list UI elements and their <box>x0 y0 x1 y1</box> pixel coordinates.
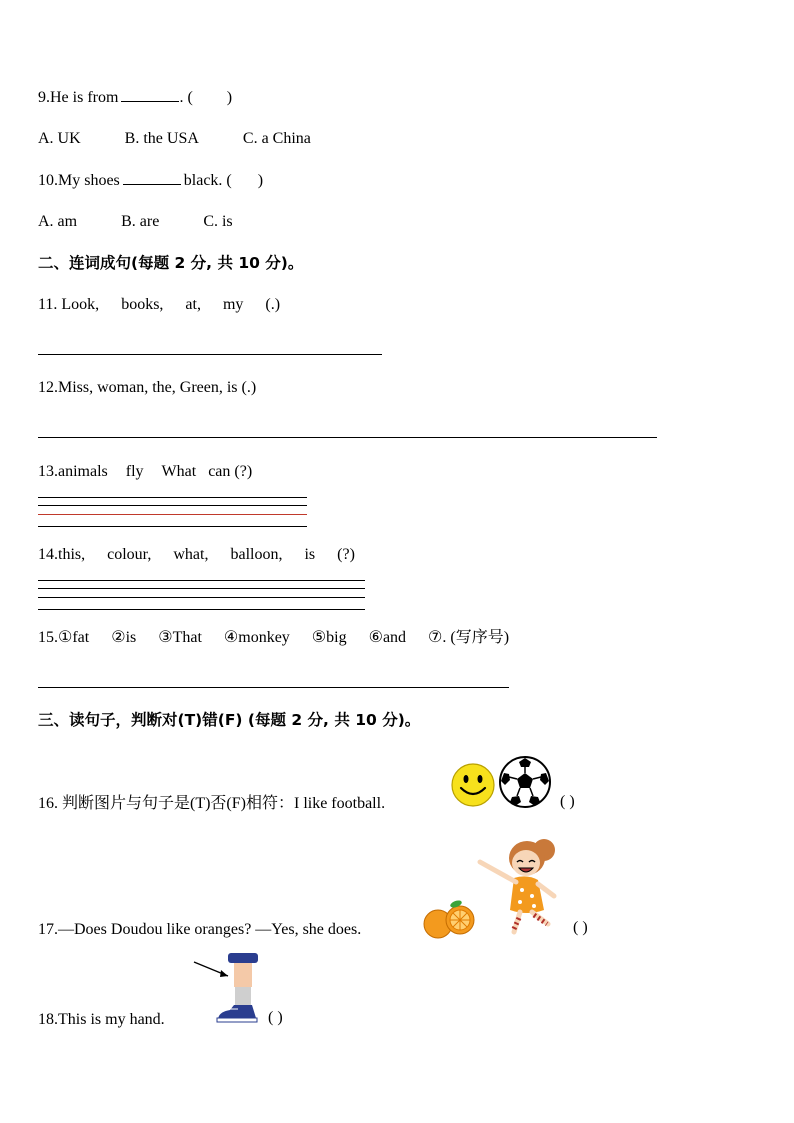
question-15 <box>38 628 509 648</box>
question-10-close: ) <box>257 172 264 189</box>
writing-line-13-1[interactable] <box>38 497 307 498</box>
writing-line-13-3[interactable] <box>38 514 307 515</box>
orange-fruit-icon <box>422 896 476 940</box>
word: ⑤big <box>311 629 347 646</box>
question-18: 18.This is my hand. <box>38 1011 165 1028</box>
answer-paren-18[interactable]: ( ) <box>268 1009 283 1026</box>
answer-line-11[interactable] <box>38 354 382 355</box>
question-14-num: 14.this, <box>38 546 86 563</box>
option-a: A. UK <box>38 130 81 147</box>
word: ⑦. (写序号) <box>428 629 510 646</box>
option-b: B. the USA <box>124 130 199 147</box>
question-10-suffix: black. ( <box>183 172 232 189</box>
writing-line-14-3[interactable] <box>38 597 365 598</box>
answer-paren-17[interactable]: ( ) <box>573 919 588 936</box>
word: books, <box>121 296 164 313</box>
question-16: 16. 判断图片与句子是(T)否(F)相符：I like football. <box>38 795 386 812</box>
option-c: C. is <box>203 213 233 230</box>
girl-dancing-icon <box>472 830 564 938</box>
word: (?) <box>337 546 355 563</box>
word: is <box>304 546 316 563</box>
option-c: C. a China <box>242 130 311 147</box>
word: ①fat <box>58 629 90 646</box>
question-17: 17.—Does Doudou like oranges? —Yes, she does. <box>38 921 362 938</box>
word: Look, <box>61 296 100 313</box>
word: ③That <box>158 629 202 646</box>
word: fly <box>125 463 144 480</box>
word: what, <box>173 546 209 563</box>
word: balloon, <box>230 546 283 563</box>
answer-paren-16[interactable]: ( ) <box>560 793 575 810</box>
question-10-blank[interactable] <box>123 170 181 185</box>
word: ④monkey <box>223 629 290 646</box>
leg-with-shoe-icon <box>190 950 262 1028</box>
word: What <box>161 463 197 480</box>
question-11 <box>38 295 280 315</box>
section-2-title: 二、连词成句(每题 2 分, 共 10 分)。 <box>38 254 304 272</box>
writing-line-13-4[interactable] <box>38 526 307 527</box>
answer-line-15[interactable] <box>38 687 509 688</box>
writing-line-13-2[interactable] <box>38 505 307 506</box>
word: colour, <box>107 546 152 563</box>
question-12: 12.Miss, woman, the, Green, is (.) <box>38 379 257 396</box>
question-10-options <box>38 212 233 232</box>
question-11-num: 11. <box>38 296 58 313</box>
answer-line-12[interactable] <box>38 437 657 438</box>
writing-line-14-2[interactable] <box>38 588 365 589</box>
smiley-face-icon <box>450 762 496 808</box>
writing-line-14-4[interactable] <box>38 609 365 610</box>
question-13 <box>38 462 252 482</box>
question-9-options <box>38 129 311 149</box>
soccer-ball-icon <box>498 755 552 809</box>
question-9-suffix: . ( <box>179 89 193 106</box>
question-9 <box>38 87 232 108</box>
question-9-close: ) <box>226 89 233 106</box>
option-b: B. are <box>121 213 160 230</box>
question-10 <box>38 170 263 191</box>
word: can (?) <box>208 463 253 480</box>
question-14 <box>38 545 355 565</box>
word: ⑥and <box>368 629 407 646</box>
question-9-prefix: 9.He is from <box>38 89 119 106</box>
question-13-num: 13.animals <box>38 463 108 480</box>
question-10-prefix: 10.My shoes <box>38 172 120 189</box>
word: (.) <box>265 296 281 313</box>
word: at, <box>185 296 201 313</box>
word: ②is <box>111 629 137 646</box>
word: my <box>222 296 244 313</box>
writing-line-14-1[interactable] <box>38 580 365 581</box>
option-a: A. am <box>38 213 78 230</box>
section-3-title: 三、读句子，判断对(T)错(F) (每题 2 分, 共 10 分)。 <box>38 711 421 729</box>
question-9-blank[interactable] <box>121 87 179 102</box>
question-15-num: 15. <box>38 629 58 646</box>
